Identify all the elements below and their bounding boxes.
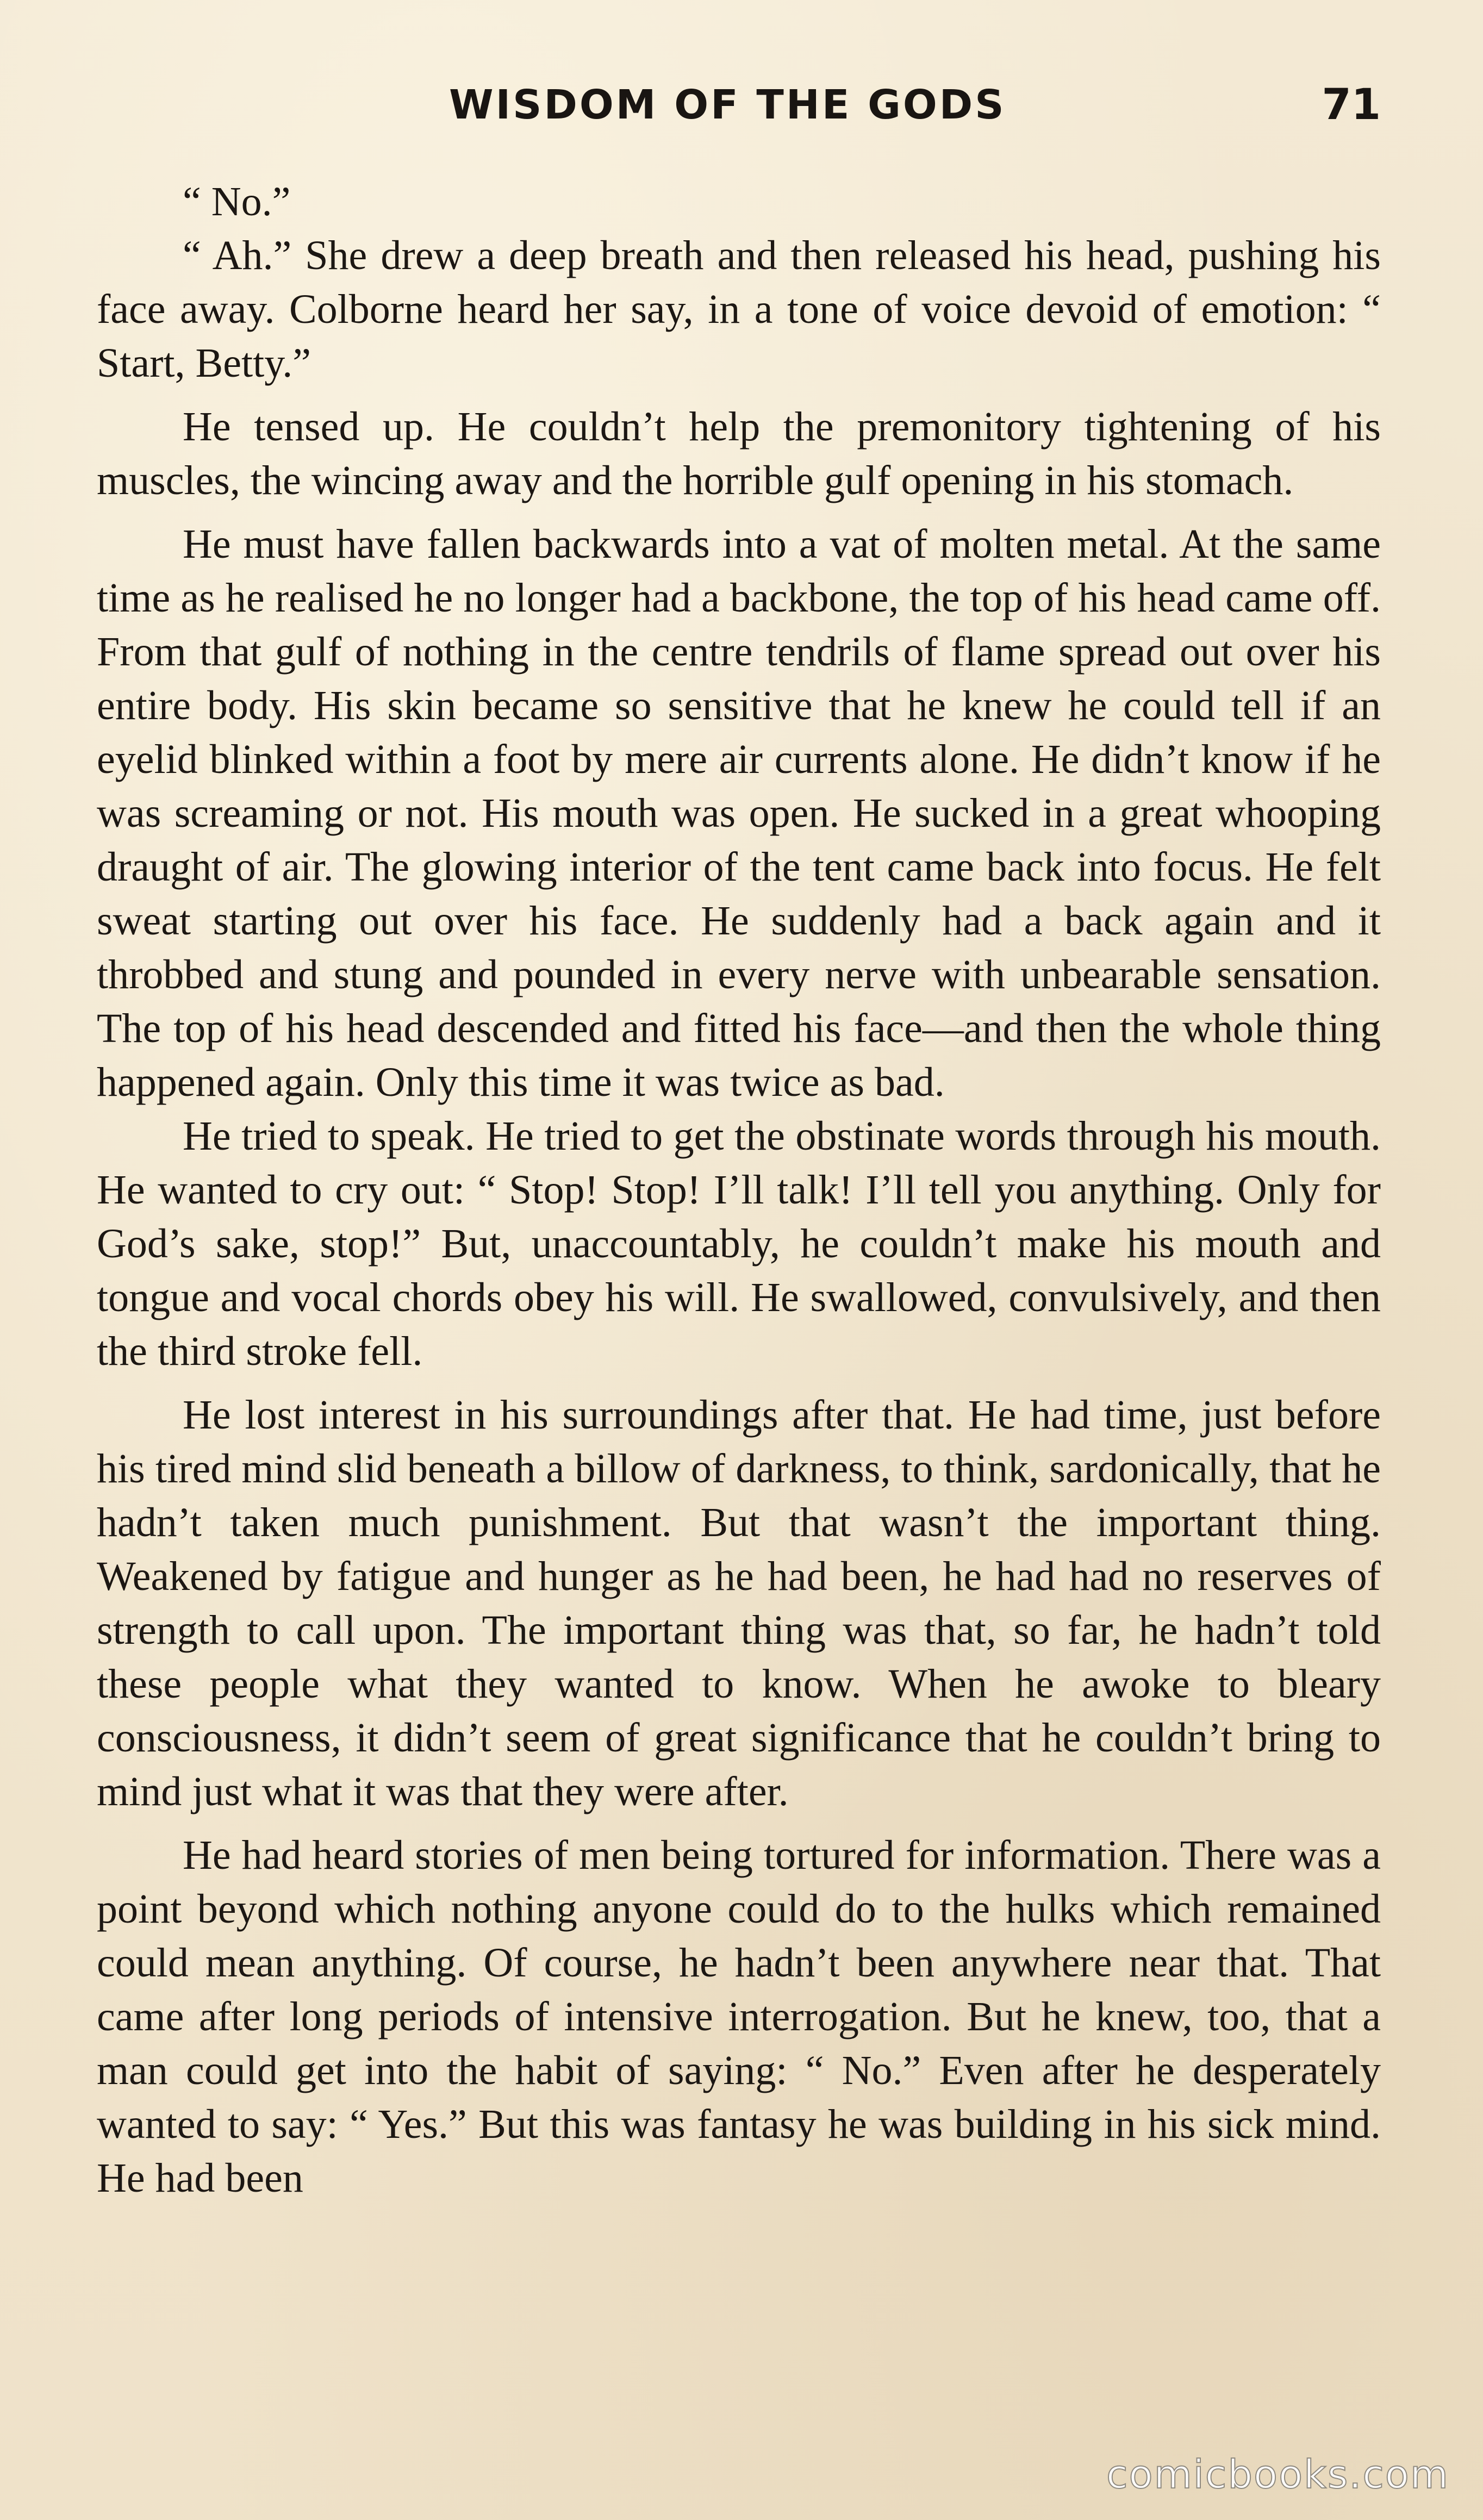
paragraph-tried-to-speak: He tried to speak. He tried to get the obstinate words through his mouth. He wanted to cry out: “ Stop! Stop! I’ll talk! I’ll tell you anything. Only for God’s sake, stop!” But, unaccountably, he couldn’t make his mouth and tongue and vocal chords obey his will. He swallowed, convulsively, and then the third stroke fell. [97, 1113, 1381, 1374]
watermark: comicbooks.com [1106, 2452, 1449, 2497]
paragraph-stories: He had heard stories of men being tortured for information. There was a point beyond which nothing anyone could do to the hulks which remained could mean anything. Of course, he hadn’t been anywhere near that. That came after long periods of intensive interrogation. But he knew, too, that a man could get into the habit of saying: “ No.” Even after he desperately wanted to say: “ Yes.” But this was fantasy he was building in his sick mind. He had been [97, 1832, 1381, 2201]
body-text [97, 175, 1381, 2205]
page-number: 71 [1322, 80, 1381, 129]
paragraph-tensed: He tensed up. He couldn’t help the premonitory tightening of his muscles, the wincing away and the horrible gulf opening in his stomach. [97, 404, 1381, 503]
paragraph-no: “ No.” [183, 179, 291, 224]
running-head [97, 75, 1381, 135]
paragraph-lost-interest: He lost interest in his surroundings after that. He had time, just before his tired mind slid beneath a billow of darkness, to think, sardonically, that he hadn’t taken much punishment. But that wasn’t the important thing. Weakened by fatigue and hunger as he had been, he had had no reserves of strength to call upon. The important thing was that, so far, he hadn’t told these people what they wanted to know. When he awoke to bleary consciousness, it didn’t seem of great significance that he couldn’t bring to mind just what it was that they were after. [97, 1392, 1381, 1814]
paragraph-ah: “ Ah.” She drew a deep breath and then released his head, pushing his face away. Colborne heard her say, in a tone of voice devoid of emotion: “ Start, Betty.” [97, 233, 1381, 386]
running-title: WISDOM OF THE GODS [449, 82, 1006, 128]
paragraph-molten-metal: He must have fallen backwards into a vat of molten metal. At the same time as he realised he no longer had a backbone, the top of his head came off. From that gulf of nothing in the centre tendrils of flame spread out over his entire body. His skin became so sensitive that he knew he could tell if an eyelid blinked within a foot by mere air currents alone. He didn’t know if he was screaming or not. His mouth was open. He sucked in a great whooping draught of air. The glowing interior of the tent came back into focus. He felt sweat starting out over his face. He suddenly had a back again and it throbbed and stung and pounded in every nerve with unbearable sensation. The top of his head descended and fitted his face—and then the whole thing happened again. Only this time it was twice as bad. [97, 521, 1381, 1105]
book-page [97, 0, 1381, 2520]
